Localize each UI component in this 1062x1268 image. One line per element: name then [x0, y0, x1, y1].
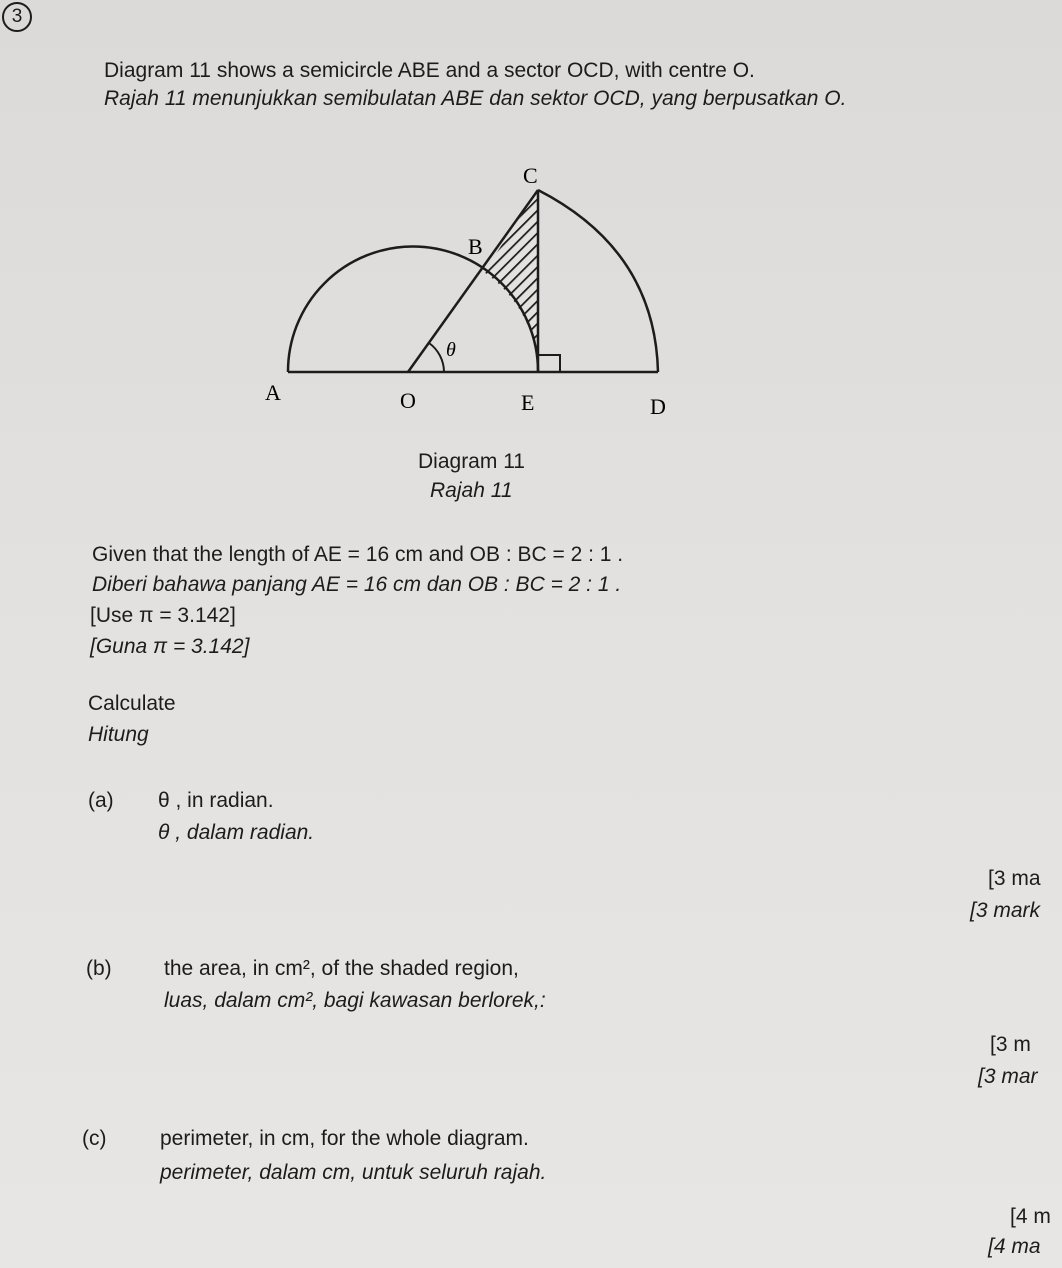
calculate-english: Calculate [88, 692, 176, 715]
use-pi-malay: [Guna π = 3.142] [90, 635, 250, 658]
diagram-caption-malay: Rajah 11 [430, 479, 513, 502]
intro-malay: Rajah 11 menunjukkan semibulatan ABE dan sektor OCD, yang berpusatkan O. [104, 87, 847, 110]
label-theta: θ [446, 339, 456, 361]
given-malay: Diberi bahawa panjang AE = 16 cm dan OB : BC = 2 : 1 . [92, 573, 622, 596]
part-c-english: perimeter, in cm, for the whole diagram. [160, 1127, 529, 1150]
label-d: D [650, 394, 666, 419]
part-a-marks-malay: [3 mark [970, 899, 1041, 922]
part-a-label: (a) [88, 789, 114, 812]
label-a: A [265, 380, 281, 405]
part-c-marks-malay: [4 ma [988, 1235, 1041, 1258]
label-o: O [400, 388, 416, 413]
part-b-marks-malay: [3 mar [978, 1065, 1038, 1088]
right-angle-marker [538, 355, 560, 372]
intro-english: Diagram 11 shows a semicircle ABE and a sector OCD, with centre O. [104, 59, 755, 82]
part-a-marks-english: [3 ma [988, 867, 1041, 890]
use-pi-english: [Use π = 3.142] [90, 604, 236, 627]
part-c-malay: perimeter, dalam cm, untuk seluruh rajah. [160, 1161, 547, 1184]
label-b: B [468, 234, 483, 259]
part-a-english: θ , in radian. [158, 789, 274, 812]
part-b-label: (b) [86, 957, 112, 980]
diagram-11 [250, 155, 690, 425]
shaded-region [484, 190, 538, 371]
sector-arc [538, 190, 658, 372]
part-b-marks-english: [3 m [990, 1033, 1031, 1056]
label-e: E [521, 390, 535, 415]
part-b-english: the area, in cm², of the shaded region, [164, 957, 519, 980]
given-english: Given that the length of AE = 16 cm and OB : BC = 2 : 1 . [92, 543, 624, 566]
part-a-malay: θ , dalam radian. [158, 821, 315, 844]
diagram-caption-english: Diagram 11 [418, 450, 525, 473]
label-c: C [523, 163, 538, 188]
part-b-malay: luas, dalam cm², bagi kawasan berlorek,: [164, 989, 546, 1012]
part-c-label: (c) [82, 1127, 107, 1150]
calculate-malay: Hitung [88, 723, 149, 746]
part-c-marks-english: [4 m [1010, 1205, 1051, 1228]
angle-arc [429, 343, 444, 372]
question-number: 3 [2, 2, 32, 32]
